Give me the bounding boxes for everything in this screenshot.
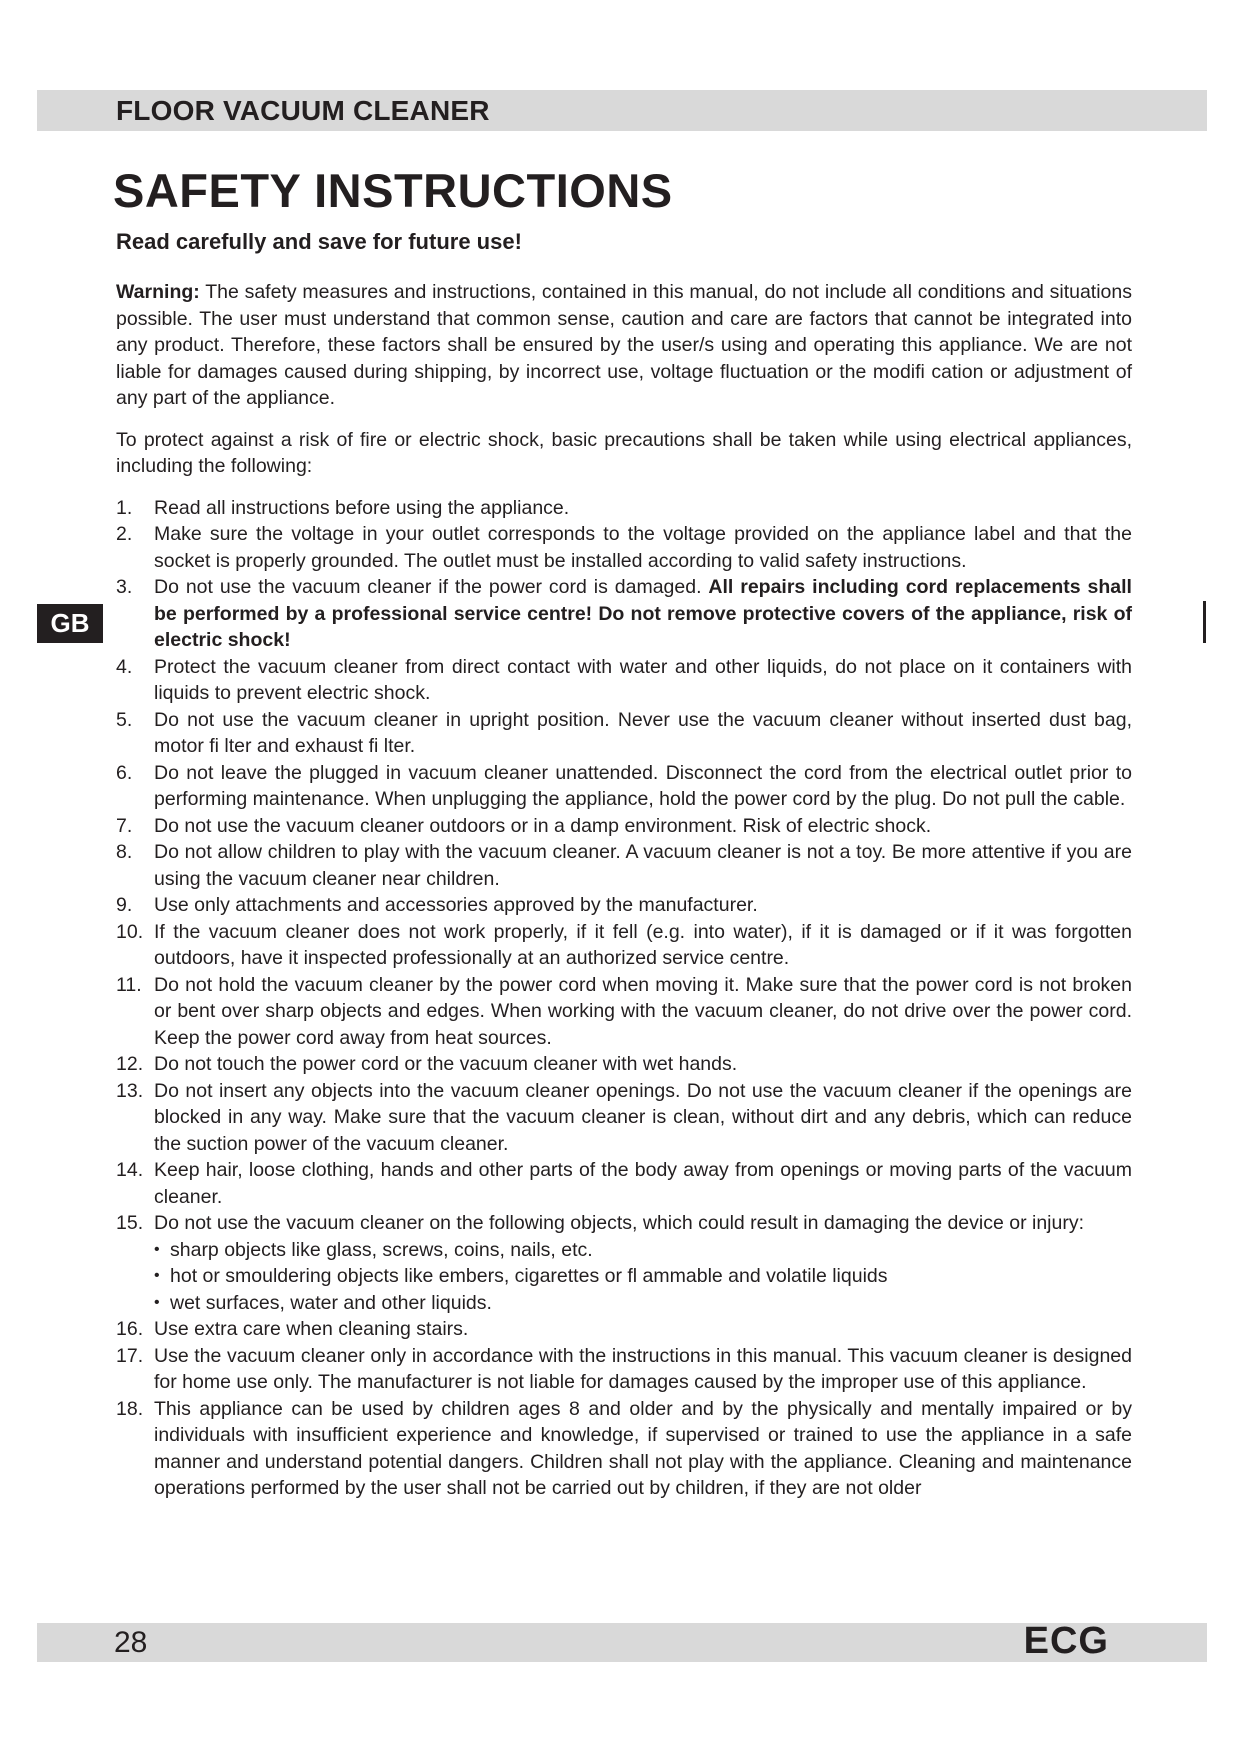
item-number: 17. [116,1344,144,1367]
sub-list [154,1237,1132,1317]
list-item [116,839,1132,892]
item-number: 9. [116,894,133,916]
item-text: Do not allow children to play with the vacuum cleaner. A vacuum cleaner is not a toy. Be more attentive if you are using the vacuum cleaner near children. [154,841,1132,890]
item-text: Do not use the vacuum cleaner if the power cord is damaged. [154,576,702,598]
warning-paragraph [116,279,1132,412]
item-number: 6. [116,761,133,784]
margin-marker [1203,601,1206,643]
item-number: 4. [116,655,133,678]
item-text: Read all instructions before using the appliance. [154,496,570,519]
item-text: Do not insert any objects into the vacuum cleaner openings. Do not use the vacuum cleaner if the openings are blocked in any way. Make sure that the vacuum cleaner is clean, without dirt and any debris, which can reduce the suction power of the vacuum cleaner. [154,1079,1132,1155]
list-item [116,707,1132,760]
list-item [116,1157,1132,1210]
list-item [116,760,1132,813]
item-text: Do not use the vacuum cleaner outdoors or in a damp environment. Risk of electric shock. [154,814,932,837]
sub-list-item: • wet surfaces, water and other liquids. [154,1290,1132,1317]
list-item [116,521,1132,574]
item-number: 5. [116,708,133,731]
list-item [116,1316,1132,1343]
item-number: 11. [116,973,142,996]
content [116,279,1132,1502]
brand-logo: ECG [1023,1620,1109,1662]
list-item [116,1343,1132,1396]
list-item [116,1078,1132,1158]
precaution-paragraph: To protect against a risk of fire or electric shock, basic precautions shall be taken while using electrical appliances, including the following: [116,428,1132,477]
item-text: Make sure the voltage in your outlet corresponds to the voltage provided on the appliance label and that the socket is properly grounded. The outlet must be installed according to valid safety instructions. [154,523,1132,572]
subtitle: Read carefully and save for future use! [116,229,522,254]
item-number: 15. [116,1212,144,1234]
item-number: 14. [116,1159,144,1181]
warning-label: Warning: [116,281,200,303]
item-number: 8. [116,841,133,863]
item-text: If the vacuum cleaner does not work properly, if it fell (e.g. into water), if it is damaged or if it was forgotten outdoors, have it inspected professionally at an authorized service centre. [154,920,1132,969]
list-item [116,919,1132,972]
sub-list-item: • hot or smouldering objects like embers, cigarettes or fl ammable and volatile liquids [154,1263,1132,1290]
item-text: Do not leave the plugged in vacuum cleaner unattended. Disconnect the cord from the electrical outlet prior to performing maintenance. When unplugging the appliance, hold the power cord by the plug. Do not pull the cable. [154,761,1132,810]
item-text: Use extra care when cleaning stairs. [154,1318,469,1340]
language-tab: GB [37,604,103,643]
item-number: 10. [116,920,144,943]
item-number: 2. [116,523,133,545]
item-text: Protect the vacuum cleaner from direct contact with water and other liquids, do not place on it containers with liquids to prevent electric shock. [154,655,1132,704]
list-item [116,1210,1132,1316]
item-number: 1. [116,496,133,519]
list-item [116,892,1132,919]
item-bold-text: All repairs including cord replacements shall be performed by a professional service centre! Do not remove protective covers of the appliance, risk of electric shock! [154,576,1132,651]
page-title: SAFETY INSTRUCTIONS [113,164,673,217]
item-text: Do not touch the power cord or the vacuum cleaner with wet hands. [154,1053,738,1075]
list-item [116,654,1132,707]
item-text: Do not use the vacuum cleaner in upright position. Never use the vacuum cleaner without inserted dust bag, motor fi lter and exhaust fi lter. [154,708,1132,757]
list-item [116,574,1132,654]
item-number: 12. [116,1053,144,1075]
item-number: 3. [116,576,133,598]
section-title: FLOOR VACUUM CLEANER [116,95,490,126]
item-number: 13. [116,1079,144,1102]
list-item [116,1396,1132,1502]
item-text: Use the vacuum cleaner only in accordance with the instructions in this manual. This vacuum cleaner is designed for home use only. The manufacturer is not liable for damages caused by the improper use of this appliance. [154,1344,1132,1393]
item-number: 18. [116,1397,144,1420]
item-text: This appliance can be used by children ages 8 and older and by the physically and mentally impaired or by individuals with insufficient experience and knowledge, if supervised or trained to use the appliance in a safe manner and understand potential dangers. Children shall not play with the appliance. Cleaning and maintenance operations performed by the user shall not be carried out by children, if they are not older [154,1397,1132,1499]
list-item [116,1051,1132,1078]
page-number: 28 [114,1626,148,1659]
sub-list-item: • sharp objects like glass, screws, coins, nails, etc. [154,1237,1132,1264]
item-number: 16. [116,1318,144,1340]
item-text: Use only attachments and accessories approved by the manufacturer. [154,894,758,916]
item-number: 7. [116,814,133,837]
item-text: Keep hair, loose clothing, hands and other parts of the body away from openings or moving parts of the vacuum cleaner. [154,1159,1132,1208]
instruction-list [116,495,1132,1502]
warning-text: The safety measures and instructions, contained in this manual, do not include all conditions and situations possible. The user must understand that common sense, caution and care are factors that cannot be integrated into any product. Therefore, these factors shall be ensured by the user/s using and operating this appliance. We are not liable for damages caused during shipping, by incorrect use, voltage fluctuation or the modifi cation or adjustment of any part of the appliance. [116,281,1132,409]
item-text: Do not hold the vacuum cleaner by the power cord when moving it. Make sure that the power cord is not broken or bent over sharp objects and edges. When working with the vacuum cleaner, do not drive over the power cord. Keep the power cord away from heat sources. [154,973,1132,1049]
list-item [116,495,1132,522]
item-text: Do not use the vacuum cleaner on the following objects, which could result in damaging the device or injury: [154,1212,1085,1234]
list-item [116,813,1132,840]
list-item [116,972,1132,1052]
